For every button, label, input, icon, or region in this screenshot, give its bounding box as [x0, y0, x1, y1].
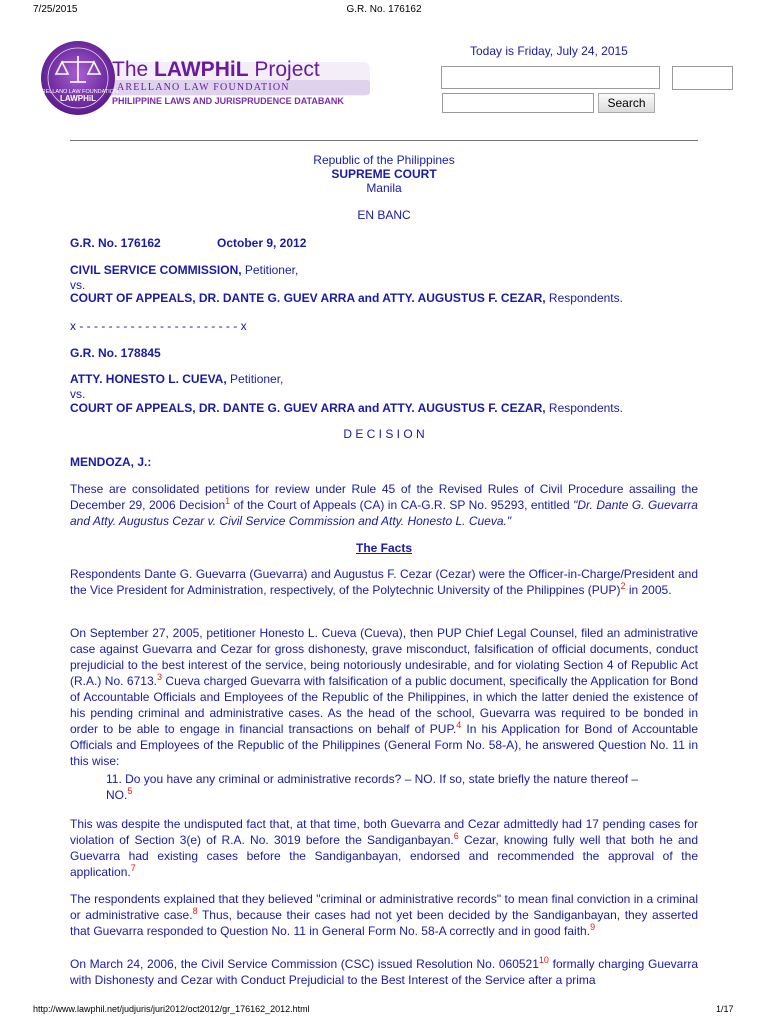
footnote-ref[interactable]: 6	[453, 831, 459, 841]
court-name: SUPREME COURT	[331, 167, 437, 181]
svg-text:PHILIPPINE LAWS AND JURISPRUDE: PHILIPPINE LAWS AND JURISPRUDENCE DATABANK	[112, 96, 344, 106]
svg-text:LAWPHiL: LAWPHiL	[60, 94, 96, 103]
case2-vs: vs.	[70, 387, 86, 401]
header-divider	[70, 140, 698, 141]
paragraph-intro: These are consolidated petitions for review under Rule 45 of the Revised Rules of Civil Procedure assailing the December 29, 2006 Decision$^1$ of the Court of Appeals (CA) in CA-G.R. SP No. 95293, entitled "Dr. Dante G. Guevarra and Atty. Augustus Cezar v. Civil Service Commission and Atty. Honesto L. Cueva."	[70, 482, 698, 528]
paragraph-pending-cases: This was despite the undisputed fact that, at that time, both Guevarra and Cezar admittedly had 17 pending cases for violation of Section 3(e) of R.A. No. 3019 before the Sandiganbayan.$^6$ Cezar, knowing fully well that both he and Guevarra had existing cases before the Sandiganbayan, endorsed and recommended the approval of the application.$^7$	[70, 817, 698, 879]
search-input[interactable]	[442, 93, 594, 113]
ponente: MENDOZA, J.:	[70, 455, 152, 469]
paragraph-complaint: On September 27, 2005, petitioner Honesto L. Cueva (Cueva), then PUP Chief Legal Counsel, filed an administrative case against Guevarra and Cezar for gross dishonesty, grave misconduct, falsification of official documents, conduct prejudicial to the best interest of the service, being notoriously undesirable, and for violating Section 4 of Republic Act (R.A.) No. 6713.$^3$ Cueva charged Guevarra with falsification of a public document, specifically the Application for Bond of Accountable Officials and Employees of the Republic of the Philippines, in which the latter denied the existence of his pending criminal and administrative cases. As the head of the school, Guevarra was required to be bonded in order to be able to engage in financial transactions on behalf of PUP.$^4$ In his Application for Bond of Accountable Officials and Employees of the Republic of the Philippines (General Form No. 58-A), he answered Question No. 11 in this wise:	[70, 626, 698, 768]
decision-date: October 9, 2012	[217, 236, 307, 250]
footnote-ref[interactable]: 4	[456, 720, 462, 730]
footnote-ref[interactable]: 5	[127, 786, 133, 796]
case1-petitioner: CIVIL SERVICE COMMISSION, Petitioner,	[70, 263, 299, 277]
case1-gr-number	[70, 235, 698, 251]
search-button[interactable]: Search	[598, 93, 655, 113]
print-page-number: 1/17	[716, 1004, 734, 1014]
case2-respondents: COURT OF APPEALS, DR. DANTE G. GUEV ARRA and ATTY. AUGUSTUS F. CEZAR, Respondents.	[70, 401, 623, 415]
svg-text:ARELLANO LAW FOUNDATION: ARELLANO LAW FOUNDATION	[117, 82, 290, 93]
paragraph-respondents: Respondents Dante G. Guevarra (Guevarra) and Augustus F. Cezar (Cezar) were the Officer-in-Charge/President and the Vice President for Administration, respectively, of the Polytechnic University of the Philippines (PUP)$^2$ in 2005.	[70, 567, 698, 597]
svg-text:ARELLANO LAW FOUNDATION: ARELLANO LAW FOUNDATION	[40, 89, 119, 95]
court-city: Manila	[366, 181, 402, 195]
footnote-ref[interactable]: 8	[192, 906, 198, 916]
facts-heading: The Facts	[355, 541, 412, 555]
paragraph-csc-resolution: On March 24, 2006, the Civil Service Commission (CSC) issued Resolution No. 060521$^{10}$ formally charging Guevarra with Dishonesty and Cezar with Conduct Prejudicial to the Best Interest of the Service after a prima	[70, 955, 699, 987]
division-label: EN BANC	[357, 208, 411, 222]
footnote-ref[interactable]: 7	[130, 863, 136, 873]
print-title: G.R. No. 176162	[346, 4, 422, 15]
print-date: 7/25/2015	[33, 4, 78, 15]
decision-heading: D E C I S I O N	[343, 427, 425, 441]
republic-line: Republic of the Philippines	[313, 153, 455, 167]
paragraph-explanation: The respondents explained that they believed "criminal or administrative records" to mean final conviction in a criminal or administrative case.$^8$ Thus, because their cases had not yet been decided by the Sandiganbayan, they asserted that Guevarra responded to Question No. 11 in General Form No. 58-A correctly and in good faith.$^9$	[70, 892, 699, 938]
quoted-question: 11. Do you have any criminal or administrative records? – NO. If so, state briefly the nature thereof – NO.$^5$	[106, 772, 639, 802]
site-select-box[interactable]	[672, 66, 733, 90]
footnote-ref[interactable]: 1	[225, 496, 231, 506]
case2-gr-number: G.R. No. 178845	[70, 346, 161, 360]
footnote-ref[interactable]: 9	[590, 922, 596, 932]
footnote-ref[interactable]: 2	[620, 581, 626, 591]
footnote-ref[interactable]: 3	[156, 672, 162, 682]
case-separator: x - - - - - - - - - - - - - - - - - - - - - - x	[70, 319, 247, 333]
lawphil-logo-graphic	[40, 40, 378, 116]
case2-petitioner: ATTY. HONESTO L. CUEVA, Petitioner,	[70, 372, 284, 386]
case1-vs: vs.	[70, 278, 86, 292]
gr-number: G.R. No. 176162	[70, 236, 161, 250]
footnote-ref[interactable]: 10	[538, 955, 549, 965]
today-date: Today is Friday, July 24, 2015	[470, 44, 628, 58]
svg-text:The LAWPHiL Project: The LAWPHiL Project	[112, 58, 320, 81]
print-url: http://www.lawphil.net/judjuris/juri2012/oct2012/gr_176162_2012.html	[33, 1004, 310, 1014]
lawphil-logo[interactable]	[40, 40, 378, 116]
case1-respondents: COURT OF APPEALS, DR. DANTE G. GUEV ARRA and ATTY. AUGUSTUS F. CEZAR, Respondents.	[70, 291, 623, 305]
site-search-wide-field[interactable]	[441, 66, 660, 89]
